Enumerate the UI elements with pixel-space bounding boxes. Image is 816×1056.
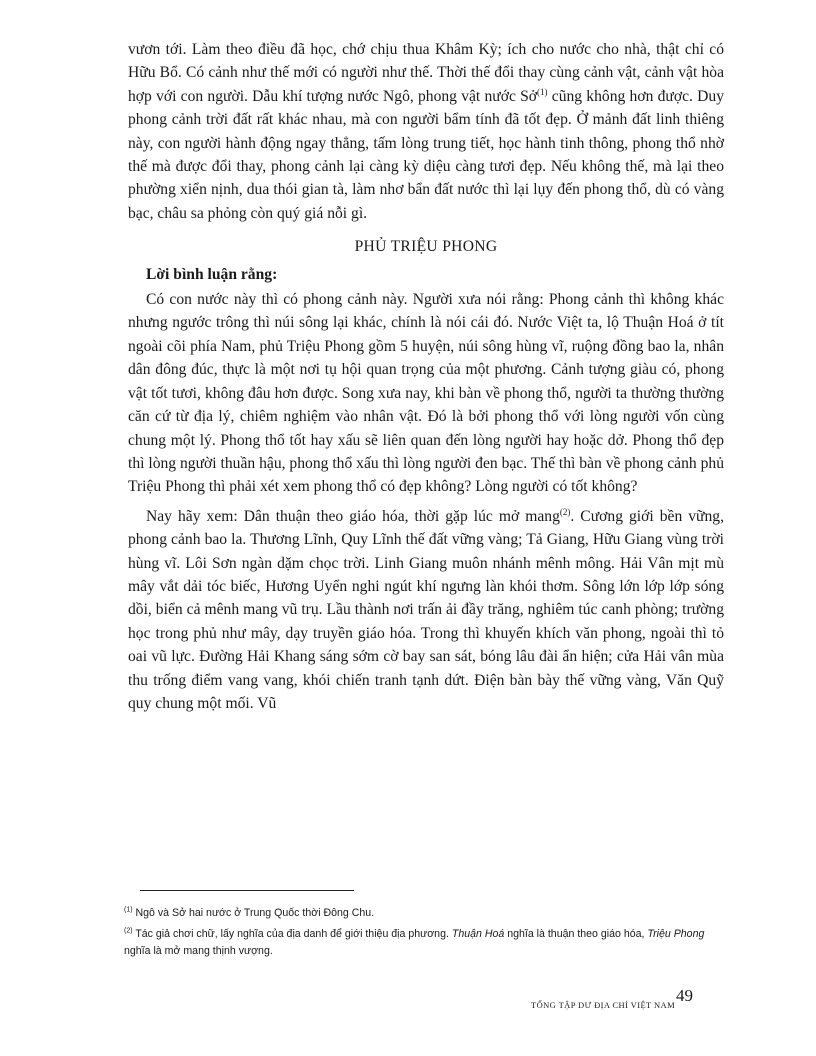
section-title: PHỦ TRIỆU PHONG	[354, 238, 498, 256]
footnote-marker-2: (2)	[559, 506, 571, 517]
footnotes	[124, 905, 724, 964]
paragraph-2: Có con nước này thì có phong cảnh này. Người xưa nói rằng: Phong cảnh thì không khác nhưng ngước trông thì núi sông lại khác, chính là nói cái đó. Nước Việt ta, lộ Thuận Hoá ở tít ngoài cõi phía Nam, phủ Triệu Phong gồm 5 huyện, núi sông hùng vĩ, ruộng đồng bao la, nhân dân đông đúc, thực là một nơi tụ hội quan trọng của một phương. Cảnh tượng giàu có, phong vật tốt tươi, không đâu hơn được. Song xưa nay, khi bàn về phong thổ, người ta thường thường căn cứ từ địa lý, chiêm nghiệm vào nhân vật. Đó là bởi phong thổ với lòng người vốn cùng chung một lý. Phong thổ tốt hay xấu sẽ liên quan đến lòng người hay hoặc dở. Phong thổ đẹp thì lòng người thuần hậu, phong thổ xấu thì lòng người đen bạc. Thế thì bàn về phong cảnh phủ Triệu Phong thì phải xét xem phong thổ có đẹp không? Lòng người có tốt không?	[128, 291, 724, 496]
page-number: 49	[676, 986, 693, 1005]
main-text	[128, 38, 724, 715]
footnote-2: $^{(2)}$ Tác giả chơi chữ, lấy nghĩa của địa danh để giới thiệu địa phương. Thuận Hoá nghĩa là thuận theo giáo hóa, Triệu Phong nghĩa là mở mang thịnh vượng.	[124, 927, 705, 957]
page-footer	[531, 986, 731, 1016]
paragraph-3: Nay hãy xem: Dân thuận theo giáo hóa, thời gặp lúc mở mang$^{(2)}$. Cương giới bền vững, phong cảnh bao la. Thương Lĩnh, Quy Lĩnh thế đất vững vàng; Tả Giang, Hữu Giang vùng trời hùng vĩ. Lôi Sơn ngàn dặm chọc trời. Linh Giang muôn nhánh mênh mông. Hải Vân mịt mù mây vắt dải tóc biếc, Hương Uyển nghi ngút khí ngưng làn khói thơm. Sông lớn lớp lớp sóng dồi, biển cả mênh mang vũ trụ. Lầu thành nơi trấn ải đầy trăng, nghiêm túc canh phòng; trường học trong phủ như mây, dạy truyền giáo hóa. Trong thì khuyến khích văn phong, ngoài thì tỏ oai vũ lực. Đường Hải Khang sáng sớm cờ bay san sát, bóng lâu đài ẩn hiện; cửa Hải vân mùa thu trống điểm vang vang, khói chiến tranh tạnh dứt. Điện bàn bày thế vững vàng, Văn Quỹ quy chung một mối. Vũ	[128, 506, 725, 712]
footnote-marker-1: (1)	[537, 86, 548, 97]
footnote-divider	[140, 890, 354, 891]
book-title: TỔNG TẬP DƯ ĐỊA CHÍ VIỆT NAM	[531, 1000, 676, 1010]
section-subtitle: Lời bình luận rằng:	[146, 265, 278, 283]
paragraph-1: vươn tới. Làm theo điều đã học, chớ chịu thua Khâm Kỳ; ích cho nước cho nhà, thật chỉ có Hữu Bổ. Có cảnh như thế mới có người như thế. Thời thế đổi thay cùng cảnh vật, cảnh vật hòa hợp với con người. Dẫu khí tượng nước Ngô, phong vật nước Sở$^{(1)}$ cũng không hơn được. Duy phong cảnh trời đất rất khác nhau, mà con người bẩm tính đã tốt đẹp. Ở mảnh đất linh thiêng này, con người hành động ngay thẳng, tấm lòng trung tiết, học hành tinh thông, phong thổ nhờ thế mà được đổi thay, phong cảnh lại càng kỳ diệu càng tươi đẹp. Nếu không thế, mà lại theo phường xiển nịnh, dua thói gian tà, làm nhơ bẩn đất nước thì lại lụy đến phong thổ, dù có vàng bạc, châu sa phỏng còn quý giá nỗi gì.	[128, 41, 724, 222]
footnote-1: $^{(1)}$ Ngô và Sở hai nước ở Trung Quốc thời Đông Chu.	[124, 906, 375, 919]
